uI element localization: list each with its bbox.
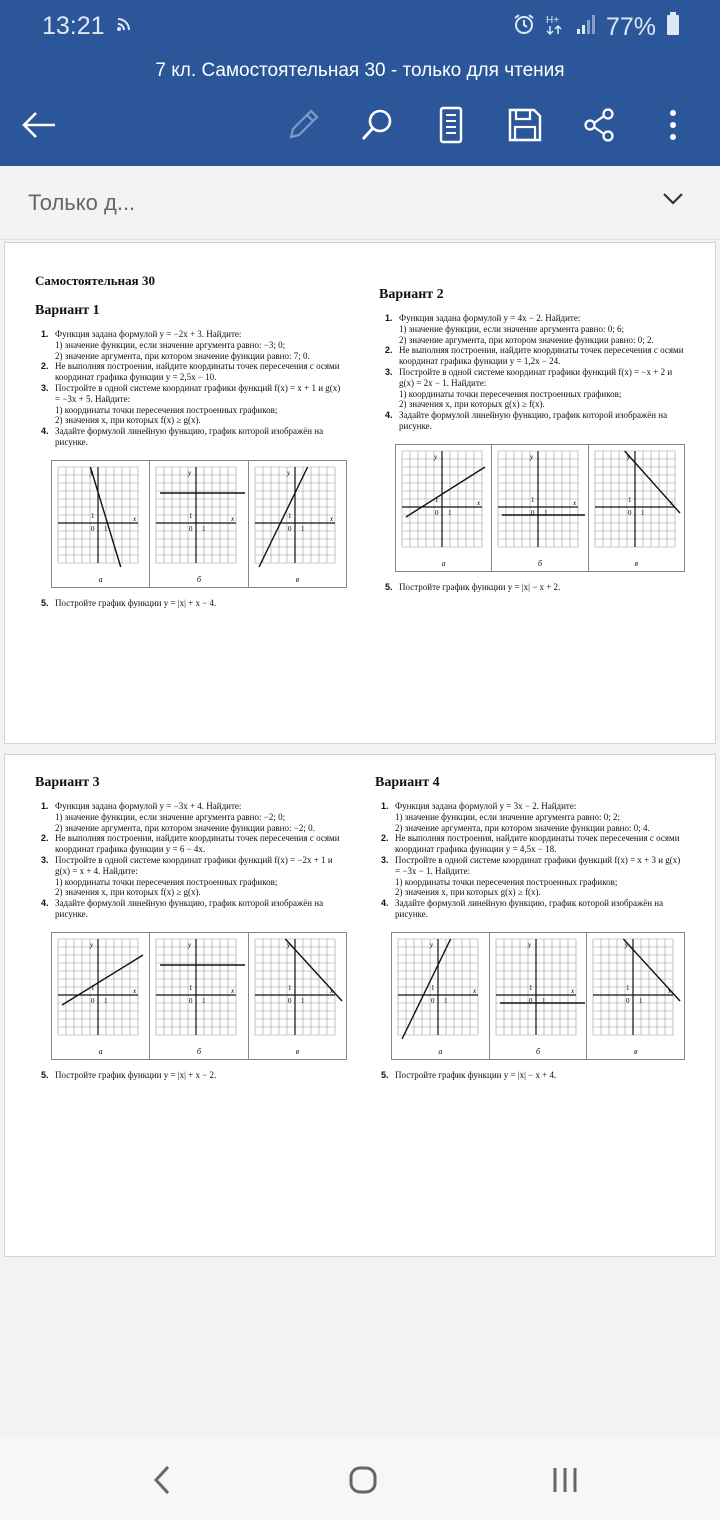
task-item: 2. Не выполняя построения, найдите координаты точек пересечения с осями координат графика функции y = 4,5x − 18.	[381, 833, 680, 855]
task-list	[35, 329, 347, 448]
data-hplus-icon	[546, 12, 566, 43]
document-title: 7 кл. Самостоятельная 30 - только для чтения	[155, 60, 565, 81]
unit-y-label: 1	[627, 495, 632, 504]
graph-panel: y x 0 1 1 а	[52, 933, 150, 1059]
coordinate-grid	[589, 445, 684, 557]
unit-y-label: 1	[528, 983, 533, 992]
system-navigation-bar	[0, 1438, 720, 1520]
y-axis-label: y	[434, 452, 438, 461]
x-axis-label: x	[668, 986, 672, 995]
unit-y-label: 1	[435, 495, 439, 504]
function-line	[624, 939, 681, 1001]
variant-title: Вариант 4	[375, 775, 440, 790]
function-line	[285, 939, 342, 1001]
unit-x-label: 1	[639, 996, 643, 1005]
unit-y-label: 1	[431, 983, 435, 992]
task-item: 3. Постройте в одной системе координат графики функций f(x) = −x + 2 и g(x) = 2x − 1. Найдите: 1) координаты точки пересечения построенных графиков; 2) значения x, при которых g(x) ≥ f(x).	[385, 366, 673, 410]
x-axis-label: x	[133, 514, 137, 523]
unit-y-label: 1	[189, 511, 193, 520]
unit-x-label: 1	[300, 996, 305, 1005]
unit-x-label: 1	[104, 996, 108, 1005]
graphs-figure	[391, 932, 685, 1060]
variant-title: Вариант 1	[35, 303, 100, 318]
origin-label: 0	[189, 524, 193, 533]
y-axis-label: y	[530, 452, 534, 461]
function-line	[90, 467, 120, 567]
graph-panel: y x 0 1 1 б	[492, 445, 588, 571]
nav-recents-icon	[550, 1466, 580, 1494]
unit-x-label: 1	[544, 508, 548, 517]
unit-y-label: 1	[91, 983, 95, 992]
x-axis-label: x	[473, 986, 477, 995]
coordinate-grid	[587, 933, 684, 1045]
y-axis-label: y	[625, 940, 629, 949]
x-axis-label: x	[570, 986, 574, 995]
x-axis-label: x	[329, 514, 333, 523]
task-item: 1. Функция задана формулой y = 4x − 2. Найдите: 1) значение функции, если значение аргумента равно: 0; 6; 2) значение аргумента, при котором значение функции равно: 0; 2.	[385, 313, 654, 345]
graphs-figure	[395, 444, 685, 572]
y-axis-label: y	[188, 468, 192, 477]
x-axis-label: x	[477, 498, 481, 507]
back-arrow-icon	[21, 110, 57, 140]
cast-icon	[116, 14, 134, 37]
task-list	[35, 801, 347, 920]
graphs-figure	[51, 460, 347, 588]
nav-back-icon	[152, 1465, 172, 1495]
unit-y-label: 1	[287, 511, 292, 520]
unit-x-label: 1	[202, 996, 206, 1005]
unit-y-label: 1	[189, 983, 193, 992]
origin-label: 0	[531, 508, 535, 517]
origin-label: 0	[189, 996, 193, 1005]
graph-panel: y x 0 1 1 в	[249, 461, 346, 587]
task-item: 3. Постройте в одной системе координат графики функций f(x) = x + 1 и g(x) = −3x + 5. Найдите: 1) координаты точки пересечения построенных графиков; 2) значения x, при которых f(x) ≥ g(x).	[41, 382, 341, 426]
nav-home-icon	[348, 1465, 378, 1495]
variant-title: Вариант 2	[379, 287, 444, 302]
task-5: 5. Постройте график функции y = |x| − x + 4.	[381, 1069, 557, 1080]
app-header	[0, 0, 720, 166]
x-axis-label: x	[329, 986, 333, 995]
coordinate-grid	[396, 445, 491, 557]
graph-panel: y x 0 1 1 б	[150, 933, 248, 1059]
graph-panel: y x 0 1 1 в	[249, 933, 346, 1059]
coordinate-grid	[52, 933, 149, 1045]
task-item: 4. Задайте формулой линейную функцию, график которой изображён на рисунке.	[385, 410, 668, 431]
graph-panel: y x 0 1 1 в	[587, 933, 684, 1059]
document-page-1	[4, 242, 716, 744]
unit-x-label: 1	[448, 508, 452, 517]
y-axis-label: y	[286, 468, 290, 477]
task-item: 1. Функция задана формулой y = −3x + 4. Найдите: 1) значение функции, если значение аргумента равно: −2; 0; 2) значение аргумента, при котором значение функции равно: −2; 0.	[41, 801, 315, 833]
task-item: 1. Функция задана формулой y = 3x − 2. Найдите: 1) значение функции, если значение аргумента равно: 0; 2; 2) значение аргумента, при котором значение функции равно: 0; 4.	[381, 801, 650, 833]
task-item: 4. Задайте формулой линейную функцию, график которой изображён на рисунке.	[41, 426, 324, 447]
graph-panel: y x 0 1 1 б	[490, 933, 588, 1059]
unit-x-label: 1	[640, 508, 645, 517]
y-axis-label: y	[626, 452, 630, 461]
task-5: 5. Постройте график функции y = |x| + x − 2.	[41, 1069, 217, 1080]
origin-label: 0	[287, 524, 292, 533]
task-item: 2. Не выполняя построения, найдите координаты точек пересечения с осями координат графика функции y = 2,5x − 10.	[41, 361, 340, 383]
svg-text:H+: H+	[545, 15, 560, 26]
save-button[interactable]	[500, 100, 550, 150]
task-item: 4. Задайте формулой линейную функцию, график которой изображён на рисунке.	[41, 898, 324, 919]
coordinate-grid	[52, 461, 149, 573]
origin-label: 0	[287, 996, 292, 1005]
signal-icon	[576, 13, 596, 42]
task-item: 3. Постройте в одной системе координат графики функций f(x) = −2x + 1 и g(x) = x + 4. Найдите: 1) координаты точки пересечения построенных графиков; 2) значения x, при которых f(x) ≥ g(x).	[41, 854, 333, 898]
status-bar	[0, 0, 720, 55]
coordinate-grid	[249, 461, 346, 573]
y-axis-label: y	[188, 940, 192, 949]
unit-y-label: 1	[626, 983, 630, 992]
coordinate-grid	[490, 933, 587, 1045]
back-button[interactable]	[14, 100, 64, 150]
unit-x-label: 1	[444, 996, 448, 1005]
search-icon	[359, 107, 395, 143]
origin-label: 0	[435, 508, 439, 517]
task-item: 4. Задайте формулой линейную функцию, график которой изображён на рисунке.	[381, 898, 664, 919]
nav-back-button[interactable]	[137, 1458, 187, 1502]
x-axis-label: x	[231, 514, 235, 523]
unit-x-label: 1	[541, 996, 546, 1005]
more-options-button[interactable]	[648, 100, 698, 150]
origin-label: 0	[91, 996, 95, 1005]
origin-label: 0	[91, 524, 95, 533]
origin-label: 0	[627, 508, 632, 517]
status-time: 13:21	[42, 12, 105, 40]
y-axis-label: y	[527, 940, 531, 949]
y-axis-label: y	[90, 468, 94, 477]
task-5: 5. Постройте график функции y = |x| + x − 4.	[41, 597, 217, 608]
coordinate-grid	[249, 933, 346, 1045]
reading-view-button[interactable]	[426, 100, 476, 150]
chevron-down-icon[interactable]	[662, 192, 684, 211]
y-axis-label: y	[430, 940, 434, 949]
variant-4	[375, 761, 685, 1080]
edit-button[interactable]	[278, 100, 328, 150]
variant-3	[35, 761, 347, 1080]
task-item: 1. Функция задана формулой y = −2x + 3. Найдите: 1) значение функции, если значение аргумента равно: −3; 0; 2) значение аргумента, при котором значение функции равно: 7; 0.	[41, 329, 310, 361]
y-axis-label: y	[90, 940, 94, 949]
coordinate-grid	[150, 933, 247, 1045]
x-axis-label: x	[669, 498, 673, 507]
more-vertical-icon	[668, 107, 678, 143]
graph-panel: y x 0 1 1 в	[589, 445, 684, 571]
graph-panel: y x 0 1 1 а	[52, 461, 150, 587]
coordinate-grid	[150, 461, 247, 573]
task-item: 3. Постройте в одной системе координат графики функций f(x) = x + 3 и g(x) = −3x − 1. Найдите: 1) координаты точки пересечения построенных графиков; 2) значения x, при которых g(x) ≥ f(x).	[381, 854, 681, 898]
read-only-ribbon[interactable]	[0, 166, 720, 240]
alarm-icon	[512, 12, 536, 43]
save-icon	[507, 107, 543, 143]
task-list	[379, 313, 685, 432]
x-axis-label: x	[573, 498, 577, 507]
function-line	[402, 939, 451, 1039]
worksheet-heading: Самостоятельная 30	[35, 273, 155, 288]
unit-y-label: 1	[91, 511, 95, 520]
task-item: 2. Не выполняя построения, найдите координаты точек пересечения с осями координат графика функции y = 6 − 4x.	[41, 833, 340, 855]
y-axis-label: y	[286, 940, 290, 949]
variant-2	[379, 287, 685, 592]
pencil-icon	[285, 107, 321, 143]
origin-label: 0	[431, 996, 435, 1005]
task-5: 5. Постройте график функции y = |x| − x + 2.	[385, 581, 561, 592]
nav-home-button[interactable]	[338, 1458, 388, 1502]
nav-recents-button[interactable]	[540, 1458, 590, 1502]
share-icon	[581, 107, 617, 143]
share-button[interactable]	[574, 100, 624, 150]
x-axis-label: x	[231, 986, 235, 995]
graph-panel: y x 0 1 1 а	[396, 445, 492, 571]
origin-label: 0	[528, 996, 533, 1005]
search-button[interactable]	[352, 100, 402, 150]
unit-y-label: 1	[531, 495, 535, 504]
document-page-2	[4, 754, 716, 1257]
task-list	[375, 801, 685, 920]
coordinate-grid	[392, 933, 489, 1045]
unit-x-label: 1	[104, 524, 108, 533]
unit-x-label: 1	[202, 524, 206, 533]
graphs-figure	[51, 932, 347, 1060]
unit-x-label: 1	[300, 524, 305, 533]
variant-title: Вариант 3	[35, 775, 100, 790]
graph-panel: y x 0 1 1 а	[392, 933, 490, 1059]
phone-view-icon	[436, 106, 466, 144]
variant-1	[35, 273, 347, 608]
x-axis-label: x	[133, 986, 137, 995]
origin-label: 0	[626, 996, 630, 1005]
coordinate-grid	[492, 445, 587, 557]
graph-panel: y x 0 1 1 б	[150, 461, 248, 587]
ribbon-label: Только д...	[28, 190, 136, 215]
unit-y-label: 1	[287, 983, 292, 992]
task-item: 2. Не выполняя построения, найдите координаты точек пересечения с осями координат графика функции y = 1,2x − 24.	[385, 345, 684, 367]
function-line	[259, 467, 308, 567]
battery-percent: 77%	[605, 13, 656, 41]
battery-icon	[666, 12, 680, 43]
